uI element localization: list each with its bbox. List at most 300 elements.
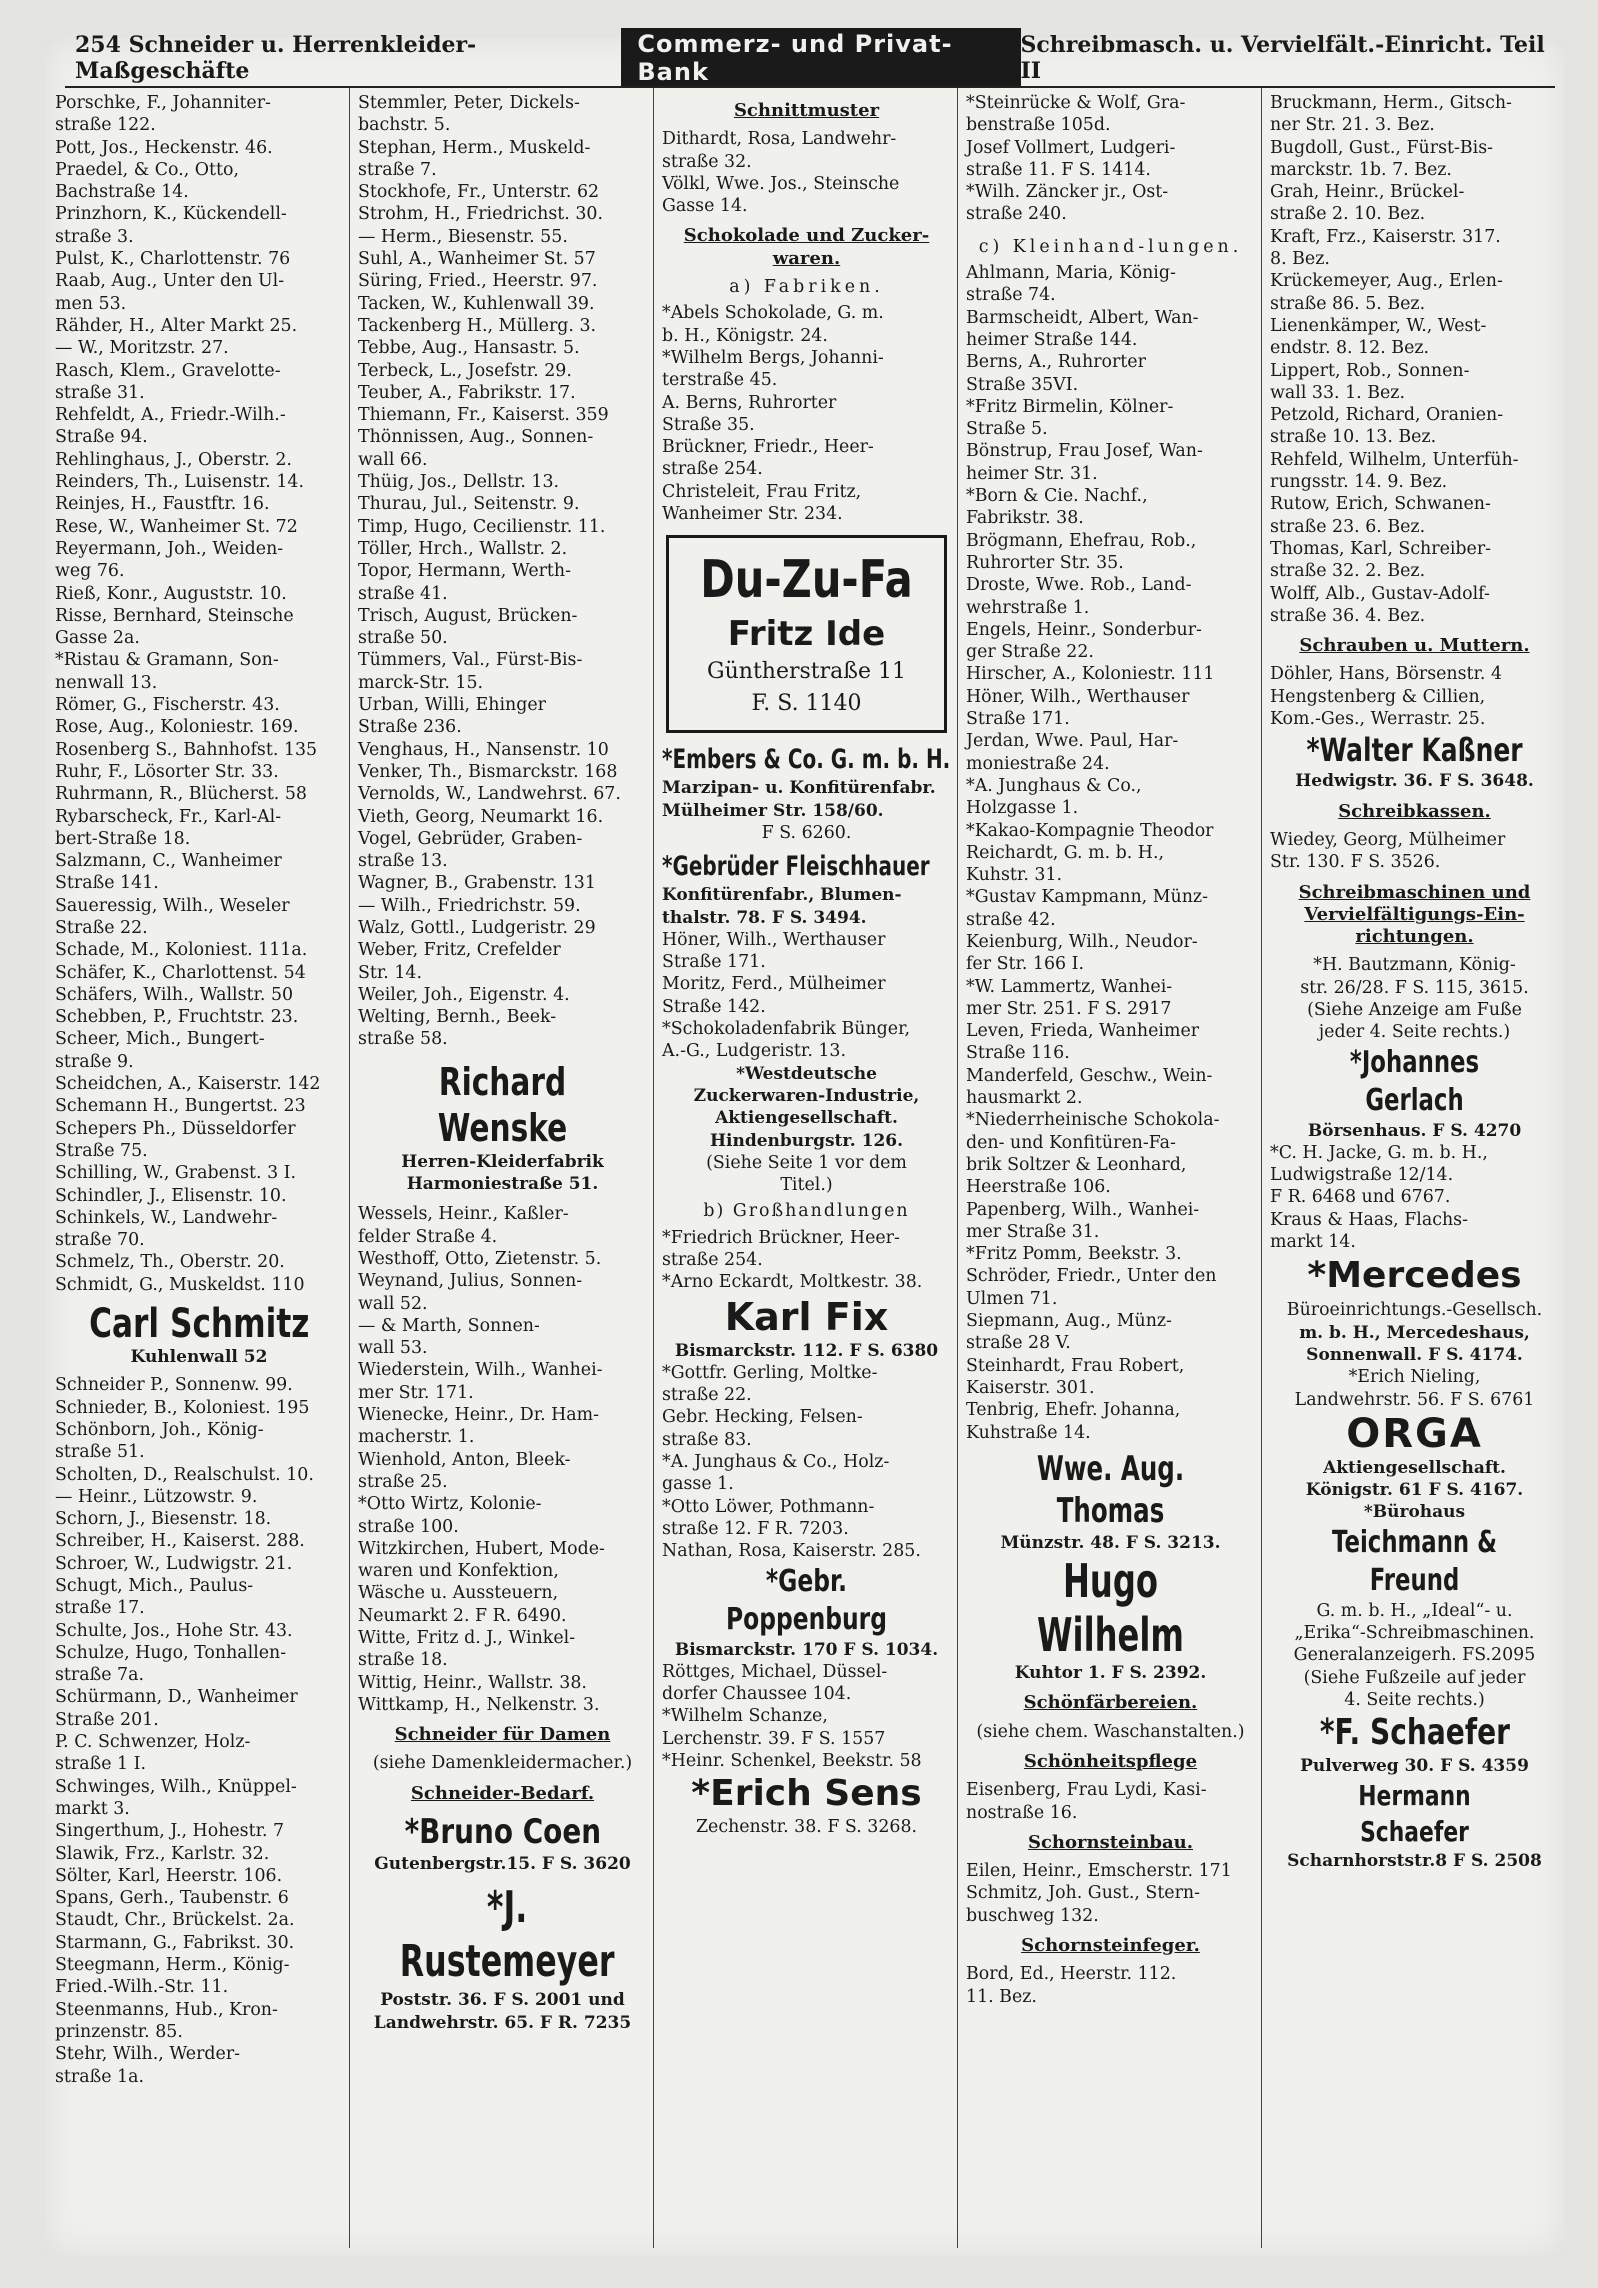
entry-line: Kaiserstr. 301. xyxy=(966,1377,1095,1398)
entry-line: *Born & Cie. Nachf., xyxy=(966,486,1148,507)
entry-line: Keienburg, Wilh., Neudor- xyxy=(966,931,1198,952)
entry-line: str. 26/28. F S. 115, 3615. xyxy=(1300,977,1529,998)
col5e-list xyxy=(1270,1142,1559,1253)
ad-aug-thomas xyxy=(966,1448,1255,1554)
entry-line: Wanheimer Str. 234. xyxy=(662,504,843,525)
entry-line: Bugdoll, Gust., Fürst-Bis- xyxy=(1270,137,1493,158)
entry-line: *Fritz Pomm, Beekstr. 3. xyxy=(966,1244,1182,1265)
section-heading: Schnittmuster xyxy=(733,100,880,121)
col1-list xyxy=(55,92,343,1296)
entry-line: straße 42. xyxy=(966,909,1056,930)
entry-line: Leven, Frieda, Wanheimer xyxy=(966,1021,1200,1042)
entry-line: Pott, Jos., Heckenstr. 46. xyxy=(55,137,273,158)
entry-line: Rose, Aug., Koloniestr. 169. xyxy=(55,717,299,738)
entry-line: Tacken, W., Kuhlenwall 39. xyxy=(358,293,595,314)
entry-line: straße 17. xyxy=(55,1598,145,1619)
entry-line: nenwall 13. xyxy=(55,672,158,693)
ad-line-6: Titel.) xyxy=(780,1175,833,1196)
entry-line: Vogel, Gebrüder, Graben- xyxy=(358,828,583,849)
entry-line: Fried.-Wilh.-Str. 11. xyxy=(55,1977,229,1998)
entry-line: Papenberg, Wilh., Wanhei- xyxy=(966,1199,1200,1220)
col5d-list xyxy=(1270,954,1559,1043)
col5a-list xyxy=(1270,92,1559,627)
entry-line: straße 70. xyxy=(55,1230,145,1251)
orga-logo: ORGA xyxy=(1346,1410,1483,1457)
entry-line: Welting, Bernh., Beek- xyxy=(358,1007,557,1028)
entry-line: Josef Vollmert, Ludgeri- xyxy=(966,137,1176,158)
entry-line: marck-Str. 15. xyxy=(358,672,484,693)
entry-line: Lerchenstr. 39. F S. 1557 xyxy=(662,1728,886,1749)
entry-line: Witte, Fritz d. J., Winkel- xyxy=(358,1628,576,1648)
entry-line: Thomas, Karl, Schreiber- xyxy=(1270,538,1492,559)
entry-line: Ahlmann, Maria, König- xyxy=(966,263,1176,284)
entry-line: Bruckmann, Herm., Gitsch- xyxy=(1270,93,1512,113)
entry-line: P. C. Schwenzer, Holz- xyxy=(55,1732,251,1753)
entry-line: F R. 6468 und 6767. xyxy=(1270,1187,1451,1208)
col4a-list xyxy=(966,92,1255,226)
entry-line: Schulte, Jos., Hohe Str. 43. xyxy=(55,1620,293,1641)
ad-line-3: F S. 6260. xyxy=(761,822,852,843)
ad-line-1: Marzipan- u. Konfitürenfabr. xyxy=(662,778,936,799)
entry-line: Rähder, H., Alter Markt 25. xyxy=(55,315,298,336)
entry-line: Scheidchen, A., Kaiserstr. 142 xyxy=(55,1074,321,1095)
entry-line: Straße 5. xyxy=(966,419,1048,440)
entry-line: Schemann H., Bungertst. 23 xyxy=(55,1096,306,1117)
entry-line: straße 23. 6. Bez. xyxy=(1270,516,1426,537)
entry-line: Ruhrorter Str. 35. xyxy=(966,552,1124,573)
entry-line: Kuhstr. 31. xyxy=(966,865,1063,886)
entry-line: Scheer, Mich., Bungert- xyxy=(55,1029,265,1050)
entry-line: Straße 141. xyxy=(55,873,159,894)
entry-line: Kraus & Haas, Flachs- xyxy=(1270,1209,1468,1230)
entry-line: — & Marth, Sonnen- xyxy=(358,1315,540,1336)
entry-line: Thiemann, Fr., Kaiserst. 359 xyxy=(358,405,609,426)
entry-line: Völkl, Wwe. Jos., Steinsche xyxy=(662,173,900,194)
entry-line: straße 13. xyxy=(358,851,448,872)
section-heading: Schneider-Bedarf. xyxy=(410,1782,595,1804)
entry-line: Urban, Willi, Ehinger xyxy=(358,695,546,716)
entry-line: Rehlinghaus, J., Oberstr. 2. xyxy=(55,449,292,470)
ad-line-1: Poststr. 36. F S. 2001 und xyxy=(380,1990,625,2011)
entry-line: Ruhrmann, R., Blücherst. 58 xyxy=(55,784,307,805)
entry-line: Praedel, & Co., Otto, xyxy=(55,159,240,180)
ad-name: *Embers & Co. G. m. b. H. xyxy=(662,744,951,776)
entry-line: Straße 35. xyxy=(662,414,755,435)
col5f-list xyxy=(1270,1366,1559,1411)
entry-line: *Steinrücke & Wolf, Gra- xyxy=(966,93,1186,113)
entry-line: Schönborn, Joh., König- xyxy=(55,1419,264,1440)
entry-line: Schepers Ph., Düsseldorfer xyxy=(55,1118,296,1139)
entry-line: Wienecke, Heinr., Dr. Ham- xyxy=(358,1405,600,1426)
section-heading: Schrauben u. Muttern. xyxy=(1299,635,1530,657)
entry-line: terstraße 45. xyxy=(662,370,778,391)
col3c-list xyxy=(662,929,951,1063)
entry-line: Rosenberg S., Bahnhofst. 135 xyxy=(55,739,318,760)
entry-line: straße 50. xyxy=(358,628,448,649)
entry-line: straße 18. xyxy=(358,1650,448,1671)
ad-line-4: Hindenburgstr. 126. xyxy=(709,1130,904,1151)
ad-line-2: „Erika“-Schreibmaschinen. xyxy=(1294,1623,1535,1644)
section-heading: Schönheitspflege xyxy=(1023,1751,1198,1772)
col3f-list xyxy=(662,1661,951,1772)
entry-line: Gebr. Hecking, Felsen- xyxy=(662,1407,863,1428)
entry-line: Schugt, Mich., Paulus- xyxy=(55,1576,254,1596)
entry-line: mer Str. 251. F S. 2917 xyxy=(966,998,1172,1019)
ad-name: *F. Schaefer xyxy=(1319,1712,1510,1754)
entry-line: Wittig, Heinr., Wallstr. 38. xyxy=(358,1672,587,1693)
entry-line: Schneider P., Sonnenw. 99. xyxy=(55,1375,293,1396)
entry-line: Schmelz, Th., Oberstr. 20. xyxy=(55,1252,285,1273)
entry-line: Reinjes, H., Faustftr. 16. xyxy=(55,494,270,515)
entry-line: Gasse 14. xyxy=(662,196,748,217)
entry-line: Fabrikstr. 38. xyxy=(966,508,1084,529)
ad-hermann-schaefer xyxy=(1270,1778,1559,1872)
section-heading: Schornsteinfeger. xyxy=(1021,1935,1200,1957)
entry-line: Topor, Hermann, Werth- xyxy=(358,561,571,582)
entry-line: Timp, Hugo, Cecilienstr. 11. xyxy=(358,516,606,537)
entry-line: rungsstr. 14. 9. Bez. xyxy=(1270,472,1448,493)
entry-line: straße 12. F R. 7203. xyxy=(662,1518,849,1539)
ad-title: Du-Zu-Fa xyxy=(700,550,913,611)
entry-line: Wagner, B., Grabenstr. 131 xyxy=(358,873,596,894)
ad-line-2: Königstr. 61 F S. 4167. xyxy=(1305,1480,1524,1501)
ad-karl-fix xyxy=(662,1294,951,1362)
entry-line: Röttges, Michael, Düssel- xyxy=(662,1661,888,1682)
entry-line: *Wilhelm Bergs, Johanni- xyxy=(662,347,884,368)
entry-line: Str. 14. xyxy=(358,962,423,983)
entry-line: Straße 171. xyxy=(662,952,766,973)
ad-poppenburg xyxy=(662,1563,951,1661)
entry-line: Straße 22. xyxy=(55,917,148,938)
entry-line: Raab, Aug., Unter den Ul- xyxy=(55,271,285,292)
col3b-list xyxy=(662,302,951,525)
entry-line: Steinhardt, Frau Robert, xyxy=(966,1355,1185,1376)
ad-rustemeyer xyxy=(358,1881,647,2034)
entry-line: Wienhold, Anton, Bleek- xyxy=(358,1449,571,1470)
entry-line: straße 51. xyxy=(55,1442,145,1463)
ad-line-1: Büroeinrichtungs.-Gesellsch. xyxy=(1286,1300,1543,1321)
ad-name: *Erich Sens xyxy=(691,1773,922,1815)
entry-line: Brögmann, Ehefrau, Rob., xyxy=(966,530,1197,551)
entry-line: Prinzhorn, K., Kückendell- xyxy=(55,204,287,225)
entry-line: Pulst, K., Charlottenstr. 76 xyxy=(55,249,291,270)
entry-line: straße 1 I. xyxy=(55,1754,147,1775)
entry-line: Schebben, P., Fruchtstr. 23. xyxy=(55,1007,299,1028)
entry-line: Rese, W., Wanheimer St. 72 xyxy=(55,516,298,537)
ad-name: *Gebr. Poppenburg xyxy=(726,1563,887,1637)
entry-line: straße 9. xyxy=(55,1051,134,1072)
subsection-heading: c) Kleinhand-lungen. xyxy=(978,236,1243,257)
entry-line: Holzgasse 1. xyxy=(966,798,1079,819)
entry-line: Kraft, Frz., Kaiserstr. 317. xyxy=(1270,226,1501,247)
entry-line: den- und Konfitüren-Fa- xyxy=(966,1132,1176,1153)
entry-line: Str. 130. F S. 3526. xyxy=(1270,852,1441,873)
entry-line: Venghaus, H., Nansenstr. 10 xyxy=(358,739,609,760)
entry-line: *Kakao-Kompagnie Theodor xyxy=(966,820,1214,841)
entry-line: Nathan, Rosa, Kaiserstr. 285. xyxy=(662,1541,921,1562)
entry-line: Thönnissen, Aug., Sonnen- xyxy=(358,427,594,448)
entry-line: Vernolds, W., Landwehrst. 67. xyxy=(358,784,621,805)
ad-name: *Mercedes xyxy=(1307,1255,1522,1297)
entry-line: Walz, Gottl., Ludgeristr. 29 xyxy=(358,917,596,938)
entry-line: Brückner, Friedr., Heer- xyxy=(662,437,874,458)
entry-line: Döhler, Hans, Börsenstr. 4 xyxy=(1270,664,1503,685)
entry-line: straße 31. xyxy=(55,382,145,403)
entry-line: Tackenberg H., Müllerg. 3. xyxy=(358,315,597,336)
entry-line: marckstr. 1b. 7. Bez. xyxy=(1270,159,1452,180)
entry-line: wall 52. xyxy=(358,1293,428,1314)
section-heading: Schornsteinbau. xyxy=(1027,1831,1194,1853)
entry-line: Schilling, W., Grabenst. 3 I. xyxy=(55,1163,297,1184)
entry-line: Landwehrstr. 56. F S. 6761 xyxy=(1294,1389,1535,1410)
entry-line: straße 41. xyxy=(358,583,448,604)
ad-address: Gutenbergstr.15. F S. 3620 xyxy=(374,1854,631,1875)
entry-line: Hengstenberg & Cillien, xyxy=(1270,686,1486,707)
entry-line: bachstr. 5. xyxy=(358,115,451,136)
entry-line: straße 240. xyxy=(966,204,1067,225)
entry-line: fer Str. 166 I. xyxy=(966,954,1085,975)
entry-line: jeder 4. Seite rechts.) xyxy=(1318,1022,1511,1043)
ad-richard-wenske xyxy=(358,1059,647,1196)
entry-line: Töller, Hrch., Wallstr. 2. xyxy=(358,538,568,559)
ad-line-2: Mülheimer Str. 158/60. xyxy=(662,800,884,821)
section-heading: Schreibmaschinen und Vervielfältigungs-Ein-richtungen. xyxy=(1298,881,1531,948)
col2-list xyxy=(358,92,647,1051)
entry-line: Dithardt, Rosa, Landwehr- xyxy=(662,129,897,150)
ad-line-1: Konfitürenfabr., Blumen- xyxy=(662,885,902,906)
entry-line: Bord, Ed., Heerstr. 112. xyxy=(966,1964,1177,1985)
entry-line: straße 122. xyxy=(55,115,156,136)
entry-line: benstraße 105d. xyxy=(966,115,1111,136)
entry-line: straße 32. xyxy=(662,151,752,172)
entry-line: brik Soltzer & Leonhard, xyxy=(966,1154,1187,1175)
col4c-list xyxy=(966,1779,1255,1824)
ad-address: Güntherstraße 11 xyxy=(707,659,906,685)
entry-line: Suhl, A., Wanheimer St. 57 xyxy=(358,249,596,270)
entry-line: nostraße 16. xyxy=(966,1802,1078,1823)
entry-line: weg 76. xyxy=(55,561,125,582)
entry-line: straße 22. xyxy=(662,1385,752,1406)
entry-line: Heerstraße 106. xyxy=(966,1177,1111,1198)
entry-line: Sölter, Karl, Heerstr. 106. xyxy=(55,1865,283,1886)
entry-line: Höner, Wilh., Werthauser xyxy=(662,929,886,950)
entry-line: Siepmann, Aug., Münz- xyxy=(966,1311,1172,1332)
entry-line: bert-Straße 18. xyxy=(55,828,191,849)
entry-line: Terbeck, L., Josefstr. 29. xyxy=(358,360,572,381)
entry-line: Schmitz, Joh. Gust., Stern- xyxy=(966,1883,1200,1904)
entry-line: wall 53. xyxy=(358,1338,428,1359)
entry-line: straße 3. xyxy=(55,226,134,247)
entry-line: Singerthum, J., Hohestr. 7 xyxy=(55,1821,285,1842)
entry-line: Wittkamp, H., Nelkenstr. 3. xyxy=(358,1694,600,1715)
ad-name: Hermann Schaefer xyxy=(1358,1778,1471,1848)
entry-line: Rieß, Konr., Auguststr. 10. xyxy=(55,583,287,604)
entry-line: Trisch, August, Brücken- xyxy=(358,605,578,626)
entry-line: *A. Junghaus & Co., Holz- xyxy=(662,1452,890,1473)
entry-line: buschweg 132. xyxy=(966,1905,1099,1926)
entry-line: Wäsche u. Aussteuern, xyxy=(358,1583,559,1604)
entry-line: *H. Bautzmann, König- xyxy=(1313,955,1516,976)
entry-line: Schäfers, Wilh., Wallstr. 50 xyxy=(55,984,294,1005)
entry-line: Schorn, J., Biesenstr. 18. xyxy=(55,1509,272,1530)
entry-line: Wolff, Alb., Gustav-Adolf- xyxy=(1270,583,1490,604)
entry-line: hausmarkt 2. xyxy=(966,1088,1083,1109)
entry-line: — Herm., Biesenstr. 55. xyxy=(358,226,568,247)
entry-line: Weber, Fritz, Crefelder xyxy=(358,940,561,961)
ad-line-5: (Siehe Seite 1 vor dem xyxy=(706,1152,907,1173)
entry-line: straße 86. 5. Bez. xyxy=(1270,293,1426,314)
ad-line-2: Harmoniestraße 51. xyxy=(406,1174,599,1195)
ad-line-4: (Siehe Fußzeile auf jeder xyxy=(1303,1667,1526,1688)
entry-line: Straße 116. xyxy=(966,1043,1070,1064)
entry-line: Lienenkämper, W., West- xyxy=(1270,315,1487,336)
ad-fleischhauer xyxy=(662,850,951,929)
entry-line: macherstr. 1. xyxy=(358,1427,475,1448)
entry-line: straße 1a. xyxy=(55,2066,144,2087)
entry-line: Römer, G., Fischerstr. 43. xyxy=(55,695,280,716)
entry-line: Slawik, Frz., Karlstr. 32. xyxy=(55,1843,270,1864)
ad-line-5: 4. Seite rechts.) xyxy=(1344,1689,1485,1710)
entry-line: — Wilh., Friedrichstr. 59. xyxy=(358,895,581,916)
col3a-list xyxy=(662,128,951,217)
ad-name: *J. Rustemeyer xyxy=(399,1882,615,1988)
entry-line: *Niederrheinische Schokola- xyxy=(966,1110,1220,1131)
entry-line: Rutow, Erich, Schwanen- xyxy=(1270,494,1491,515)
entry-line: Rybarscheck, Fr., Karl-Al- xyxy=(55,806,282,827)
entry-line: Reyermann, Joh., Weiden- xyxy=(55,538,284,559)
directory-page xyxy=(45,30,1565,2256)
section-heading: Schokolade und Zucker-waren. xyxy=(683,225,930,269)
entry-line: *Gottfr. Gerling, Moltke- xyxy=(662,1362,878,1383)
entry-line: — Heinr., Lützowstr. 9. xyxy=(55,1486,258,1507)
entry-line: straße 11. F S. 1414. xyxy=(966,159,1151,180)
col1b-list xyxy=(55,1374,343,2088)
entry-line: waren und Konfektion, xyxy=(358,1561,559,1582)
entry-line: Eilen, Heinr., Emscherstr. 171 xyxy=(966,1861,1232,1882)
entry-line: Spans, Gerh., Taubenstr. 6 xyxy=(55,1888,289,1909)
column-5 xyxy=(1261,88,1565,2248)
entry-line: Bachstraße 14. xyxy=(55,182,189,203)
entry-line: *Schokoladenfabrik Bünger, xyxy=(662,1019,910,1040)
ad-line-1: Herren-Kleiderfabrik xyxy=(401,1151,604,1172)
ad-name: Carl Schmitz xyxy=(88,1301,310,1348)
ad-address: Börsenhaus. F S. 4270 xyxy=(1307,1120,1522,1141)
entry-line: Schreiber, H., Kaiserst. 288. xyxy=(55,1531,305,1552)
entry-line: Weynand, Julius, Sonnen- xyxy=(358,1271,583,1292)
entry-line: *Abels Schokolade, G. m. xyxy=(662,303,884,324)
entry-line: *Wilhelm Schanze, xyxy=(662,1706,828,1727)
entry-line: Wessels, Heinr., Kaßler- xyxy=(358,1204,569,1225)
column-3 xyxy=(653,88,957,2248)
ad-name: *Johannes Gerlach xyxy=(1349,1044,1480,1118)
entry-line: *C. H. Jacke, G. m. b. H., xyxy=(1270,1142,1488,1163)
ad-orga xyxy=(1270,1411,1559,1502)
entry-line: *Otto Wirtz, Kolonie- xyxy=(358,1494,542,1515)
entry-line: Krückemeyer, Aug., Erlen- xyxy=(1270,271,1503,292)
entry-line: Schulze, Hugo, Tonhallen- xyxy=(55,1642,287,1663)
entry-line: mer Straße 31. xyxy=(966,1221,1100,1242)
ad-name: *Bruno Coen xyxy=(404,1812,601,1853)
entry-line: Straße 142. xyxy=(662,996,766,1017)
entry-line: Starmann, G., Fabrikst. 30. xyxy=(55,1932,295,1953)
entry-line: (Siehe Anzeige am Fuße xyxy=(1307,999,1522,1020)
ad-carl-schmitz xyxy=(55,1302,343,1368)
entry-line: Süring, Fried., Heerstr. 97. xyxy=(358,271,598,292)
subsection-heading: a) Fabriken. xyxy=(729,277,884,298)
entry-line: Straße 171. xyxy=(966,709,1070,730)
entry-line: Stockhofe, Fr., Unterstr. 62 xyxy=(358,182,600,203)
entry-line: Ludwigstraße 12/14. xyxy=(1270,1165,1454,1186)
entry-line: Venker, Th., Bismarckstr. 168 xyxy=(358,761,618,782)
entry-line: Staudt, Chr., Brückelst. 2a. xyxy=(55,1910,295,1931)
col4d-list xyxy=(966,1860,1255,1927)
entry-line: Schinkels, W., Landwehr- xyxy=(55,1207,278,1228)
ad-line-3: Generalanzeigerh. FS.2095 xyxy=(1293,1645,1536,1666)
column-4 xyxy=(957,88,1261,2248)
entry-line: *Otto Löwer, Pothmann- xyxy=(662,1496,875,1517)
entry-line: Weiler, Joh., Eigenstr. 4. xyxy=(358,984,570,1005)
ad-address: Pulverweg 30. F S. 4359 xyxy=(1300,1756,1529,1777)
entry-line: ner Str. 21. 3. Bez. xyxy=(1270,115,1435,136)
entry-line: A.-G., Ludgeristr. 13. xyxy=(662,1041,847,1062)
entry-line: markt 3. xyxy=(55,1798,130,1819)
ad-teichmann xyxy=(1270,1501,1559,1711)
ad-line-1: G. m. b. H., „Ideal“- u. xyxy=(1316,1600,1513,1621)
entry-line: straße 254. xyxy=(662,459,763,480)
entry-line: *Fritz Birmelin, Kölner- xyxy=(966,396,1174,417)
entry-line: Reinders, Th., Luisenstr. 14. xyxy=(55,472,305,493)
ad-line-1: *Westdeutsche xyxy=(736,1063,877,1084)
ad-address: Scharnhorststr.8 F S. 2508 xyxy=(1287,1850,1542,1871)
header-right: Schreibmasch. u. Vervielfält.-Einricht. Teil II xyxy=(1020,32,1545,84)
entry-line: Ruhr, F., Lösorter Str. 33. xyxy=(55,761,279,782)
entry-line: Manderfeld, Geschw., Wein- xyxy=(966,1065,1213,1086)
entry-line: moniestraße 24. xyxy=(966,753,1110,774)
entry-line: Schürmann, D., Wanheimer xyxy=(55,1687,298,1708)
entry-line: Barmscheidt, Albert, Wan- xyxy=(966,307,1199,328)
entry-line: Bönstrup, Frau Josef, Wan- xyxy=(966,441,1203,462)
ad-name: Teichmann & Freund xyxy=(1332,1524,1497,1598)
entry-line: Christeleit, Frau Fritz, xyxy=(662,481,862,502)
entry-line: straße 100. xyxy=(358,1516,459,1537)
entry-line: straße 7a. xyxy=(55,1665,144,1686)
ad-address: Kuhlenwall 52 xyxy=(130,1347,268,1368)
ad-address: Bismarckstr. 170 F S. 1034. xyxy=(674,1639,939,1660)
entry-line: *Gustav Kampmann, Münz- xyxy=(966,887,1208,908)
entry-line: straße 28 V. xyxy=(966,1333,1071,1354)
entry-line: Wiederstein, Wilh., Wanhei- xyxy=(358,1360,603,1381)
entry-line: Saueressig, Wilh., Weseler xyxy=(55,895,290,916)
entry-line: dorfer Chaussee 104. xyxy=(662,1684,852,1705)
section-note: (siehe Damenkleidermacher.) xyxy=(372,1753,633,1774)
entry-line: men 53. xyxy=(55,293,127,314)
entry-line: Tenbrig, Ehefr. Johanna, xyxy=(966,1400,1181,1421)
entry-line: Jerdan, Wwe. Paul, Har- xyxy=(966,731,1179,752)
entry-line: Grah, Heinr., Brückel- xyxy=(1270,182,1465,203)
entry-line: Schwinges, Wilh., Knüppel- xyxy=(55,1776,297,1797)
ad-address: Zechenstr. 38. F S. 3268. xyxy=(695,1817,918,1838)
entry-line: Porschke, F., Johanniter- xyxy=(55,93,271,113)
ad-name: Wwe. Aug. Thomas xyxy=(1036,1448,1185,1531)
ad-line-1: Aktiengesellschaft. xyxy=(1323,1457,1506,1478)
ad-name: Karl Fix xyxy=(724,1294,889,1339)
ad-hugo-wilhelm xyxy=(966,1554,1255,1684)
entry-line: Witzkirchen, Hubert, Mode- xyxy=(358,1538,605,1559)
entry-line: *Wilh. Zäncker jr., Ost- xyxy=(966,182,1169,203)
section-heading: Schneider für Damen xyxy=(394,1724,611,1746)
entry-line: *Friedrich Brückner, Heer- xyxy=(662,1227,900,1248)
entry-line: Risse, Bernhard, Steinsche xyxy=(55,605,294,626)
